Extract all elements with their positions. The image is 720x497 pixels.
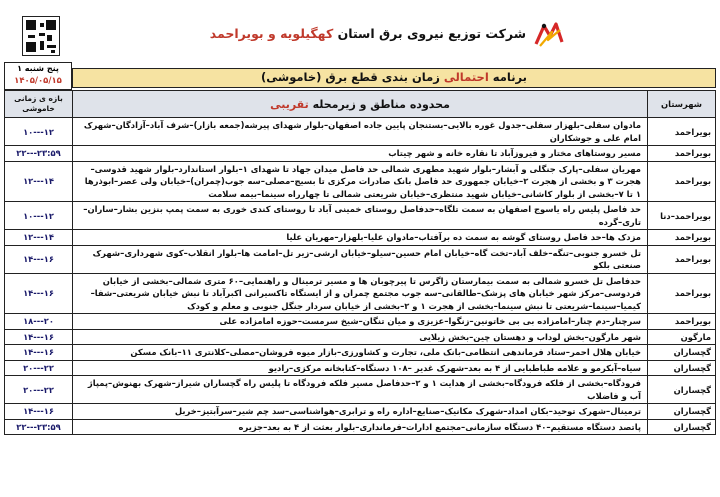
qr-code-icon — [22, 16, 60, 56]
company-name — [210, 26, 526, 41]
time-cell: ۱۴---۱۶ — [5, 273, 73, 314]
time-cell: ۲۰---۲۲ — [5, 360, 73, 376]
table-row — [5, 345, 716, 361]
time-cell: ۱۴---۱۶ — [5, 245, 73, 273]
date-value: ۱۴۰۵/۰۵/۱۵ — [14, 76, 62, 86]
area-header — [73, 91, 648, 118]
area-cell: مسیر روستاهای مختار و فیروزآباد تا نقاره خانه و شهر چیتاب — [73, 146, 648, 162]
county-cell: گچساران — [648, 360, 716, 376]
document-page — [4, 4, 716, 493]
time-cell: ۲۲---۲۳:۵۹ — [5, 419, 73, 435]
schedule-title — [72, 68, 716, 88]
table-row — [5, 230, 716, 246]
county-header: شهرستان — [648, 91, 716, 118]
title-prefix: برنامه — [492, 70, 527, 84]
table-header-row — [5, 91, 716, 118]
time-cell: ۲۲---۲۳:۵۹ — [5, 146, 73, 162]
county-cell: مارگون — [648, 329, 716, 345]
time-cell: ۱۲---۱۴ — [5, 230, 73, 246]
document-header — [4, 4, 716, 64]
area-cell: ترمینال–شهرک توحید–بکان امداد–شهرک مکانیک–صنایع–اداره راه و ترابری–هواشناسی–سد چم شیر–سرآبتیز–خربل — [73, 404, 648, 420]
table-row — [5, 329, 716, 345]
area-cell: مهریان سفلی–پارک جنگلی و آبشار–بلوار شهید مطهری شمالی حد فاصل میدان جهاد تا شهدای ۱–بلوار استاندارد–بلوار شهید قدوسی–هجرت ۳ و بخشی از هجرت ۲–خیابان جمهوری حد فاصل بانک صادرات مرکزی تا بسیج–مصلی–سه جوب(چمران)–خیابان ولی عصر–ابوذرها ۱ تا ۷–بخشی از بلوار کاشانی–خیابان شهید منتظری–خیابان شریعتی شمالی تا چهارراه سینما–بیمه سلامت — [73, 161, 648, 202]
county-cell: بویراحمد — [648, 273, 716, 314]
area-cell: حد فاصل پلیس راه یاسوج اصفهان به سمت تلگاه–حدفاصل روستای خمینی آباد تا روستای کندی خوری به سمت پمپ بنزین بشار–ساران–تاری–گرده — [73, 202, 648, 230]
outage-schedule-table — [4, 90, 716, 435]
county-cell: بویراحمد — [648, 230, 716, 246]
county-cell: بویراحمد–دنا — [648, 202, 716, 230]
area-cell: تل خسرو جنوبی–تنگه–خلف آباد–تخت گاه–خیابان امام حسین–سیلو–خیابان ارشی–زیر تل–امامت ها–بلوار انقلاب–کوی شهرداری–شهرک صنعتی بلکو — [73, 245, 648, 273]
area-cell: فرودگاه–بخشی از فلکه فرودگاه–بخشی از هدایت ۱ و ۲–حدفاصل مسیر فلکه فرودگاه تا پلیس راه گچساران شیراز–شهرک بهنوش–پمپاژ آب و فاضلاب — [73, 376, 648, 404]
table-row — [5, 360, 716, 376]
time-cell: ۱۴---۱۶ — [5, 329, 73, 345]
county-cell: بویراحمد — [648, 314, 716, 330]
area-cell: سرچنار–دم چنار–امامزاده بی بی خاتونین–زنگوا–عزیزی و میان تنگان–شیخ سرمست–حوزه امامزاده علی — [73, 314, 648, 330]
time-cell: ۱۸---۲۰ — [5, 314, 73, 330]
area-cell: خیابان هلال احمر–ستاد فرماندهی انتظامی–بانک ملی، تجارت و کشاورزی–بازار میوه فروشان–مصلی–کلانتری ۱۱–بانک مسکن — [73, 345, 648, 361]
county-cell: گچساران — [648, 404, 716, 420]
table-row — [5, 404, 716, 420]
time-cell: ۱۲---۱۴ — [5, 161, 73, 202]
time-cell: ۱۴---۱۶ — [5, 345, 73, 361]
table-row — [5, 376, 716, 404]
time-header: بازه ی زمانی خاموشی — [5, 91, 73, 118]
weekday-label: پنج شنبه ۱ — [17, 64, 59, 73]
time-cell: ۱۰---۱۲ — [5, 118, 73, 146]
time-cell: ۲۰---۲۲ — [5, 376, 73, 404]
area-cell: مادوان سفلی–بلهزار سفلی–جدول غوره بالایی–بستنجان پایین جاده اصفهان–بلوار شهدای پیرشه(جمعه بازار)–شرف آباد–آزادگان–شهرک امام علی و جوشکاران — [73, 118, 648, 146]
table-row — [5, 273, 716, 314]
company-prefix: شرکت توزیع نیروی برق استان — [337, 26, 526, 41]
county-cell: بویراحمد — [648, 118, 716, 146]
county-cell: بویراحمد — [648, 161, 716, 202]
area-cell: شهر مارگون–بخش لوداب و دهستان چین–بخش زیلایی — [73, 329, 648, 345]
date-box — [4, 62, 72, 90]
county-cell: بویراحمد — [648, 146, 716, 162]
table-row — [5, 314, 716, 330]
county-cell: گچساران — [648, 376, 716, 404]
table-row — [5, 419, 716, 435]
area-cell: سیاه–آبکرمو و علامه طباطبایی از ۴ به بعد–شهرک غدیر –۱۰۸ دستگاه–کتابخانه مرکزی–رادیو — [73, 360, 648, 376]
title-highlight: احتمالی — [443, 70, 489, 84]
power-company-logo-icon — [532, 20, 568, 50]
area-header-prefix: محدوده مناطق و زیرمحله — [312, 97, 450, 111]
area-cell: مزدک ها–حد فاصل روستای گوشه به سمت ده برآفتاب–مادوان علیا–بلهزار–مهریان علیا — [73, 230, 648, 246]
table-body — [5, 118, 716, 435]
area-header-highlight: تقریبی — [270, 97, 309, 111]
county-cell: بویراحمد — [648, 245, 716, 273]
table-row — [5, 118, 716, 146]
county-cell: گچساران — [648, 345, 716, 361]
county-cell: گچساران — [648, 419, 716, 435]
title-suffix: زمان بندی قطع برق (خاموشی) — [261, 70, 440, 84]
area-cell: پاتصد دستگاه مستقیم–۴۰ دستگاه سازمانی–مجتمع ادارات–فرمانداری–بلوار بعثت از ۴ به بعد–جزیره — [73, 419, 648, 435]
table-row — [5, 202, 716, 230]
time-cell: ۱۴---۱۶ — [5, 404, 73, 420]
time-cell: ۱۰---۱۲ — [5, 202, 73, 230]
table-row — [5, 245, 716, 273]
table-row — [5, 146, 716, 162]
company-province: کهگیلویه و بویراحمد — [209, 26, 334, 41]
area-cell: حدفاصل تل خسرو شمالی به سمت بیمارستان زاگرس تا پیرچوبان ها و مسیر ترمینال و راهنمایی–۶۰ متری شمالی–بخشی از خیابان فردوسی–مرکز شهر خیابان های پزشک–طالقانی–سه جوب مجتمع چمران و از ایستگاه تاکسیرانی اکبرآباد تا نبش خیابان شریعتی–شفا–کیمیا–سینما–شریعتی تا نبش سینما–بخشی از هجرت ۱ و ۲–بخشی از خیابان سردار جنگل جنوبی و معلم و کودک — [73, 273, 648, 314]
table-row — [5, 161, 716, 202]
